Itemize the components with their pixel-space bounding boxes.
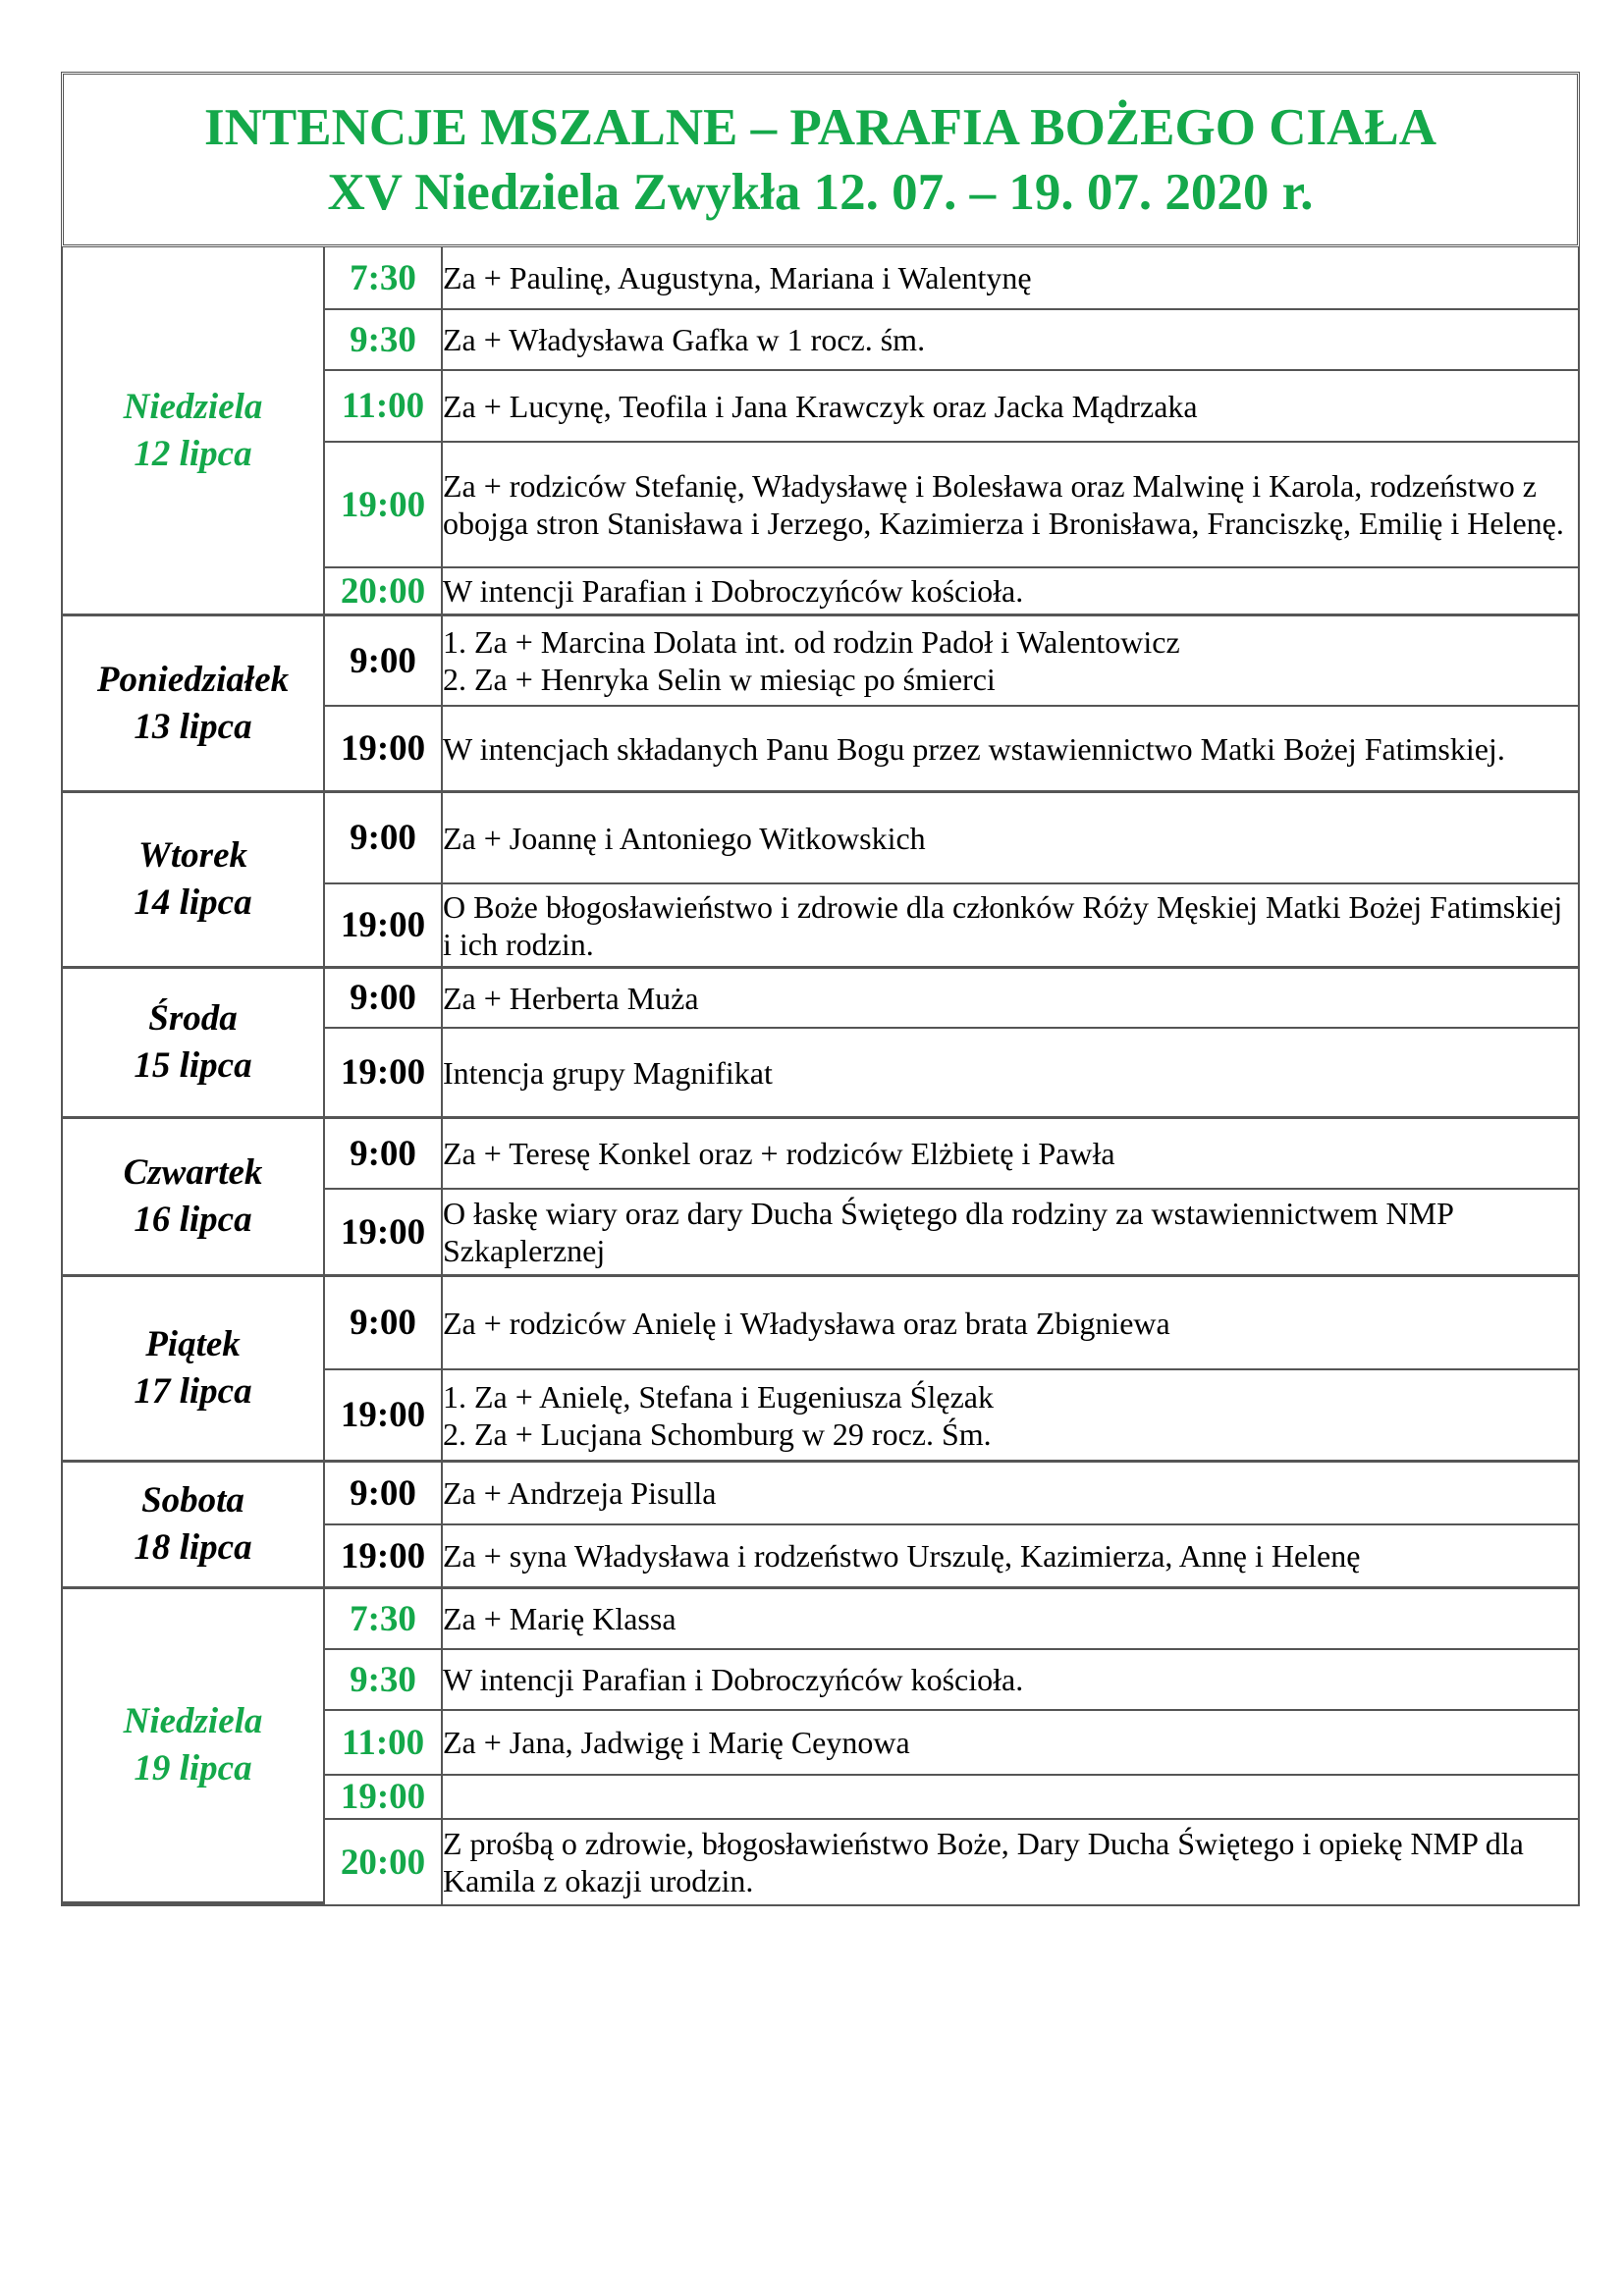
mass-intention bbox=[443, 1776, 1578, 1820]
day-name: Niedziela bbox=[123, 1701, 263, 1741]
day-name: Wtorek bbox=[138, 835, 247, 876]
schedule-row bbox=[63, 1589, 1578, 1650]
mass-time: 9:00 bbox=[325, 969, 443, 1029]
day-cell bbox=[63, 793, 325, 969]
mass-intention: O łaskę wiary oraz dary Ducha Świętego dla rodziny za wstawiennictwem NMP Szkaplerznej bbox=[443, 1190, 1578, 1277]
day-cell bbox=[63, 1277, 325, 1463]
day-cell bbox=[63, 969, 325, 1119]
day-date: 12 lipca bbox=[134, 433, 252, 474]
schedule-row bbox=[63, 1119, 1578, 1190]
mass-time: 7:30 bbox=[325, 247, 443, 310]
mass-intention: Za + Andrzeja Pisulla bbox=[443, 1463, 1578, 1525]
page-title: INTENCJE MSZALNE – PARAFIA BOŻEGO CIAŁA bbox=[204, 98, 1436, 156]
mass-intention: Za + Lucynę, Teofila i Jana Krawczyk oraz Jacka Mądrzaka bbox=[443, 371, 1578, 443]
schedule-row bbox=[63, 969, 1578, 1029]
day-name: Środa bbox=[148, 998, 238, 1039]
mass-time: 19:00 bbox=[325, 1190, 443, 1277]
mass-time: 19:00 bbox=[325, 884, 443, 969]
mass-time: 20:00 bbox=[325, 568, 443, 616]
mass-time: 9:00 bbox=[325, 1119, 443, 1190]
mass-intention: Za + syna Władysława i rodzeństwo Urszulę, Kazimierza, Annę i Helenę bbox=[443, 1525, 1578, 1589]
schedule-row bbox=[63, 1277, 1578, 1370]
day-name: Piątek bbox=[145, 1324, 241, 1364]
day-date: 17 lipca bbox=[134, 1371, 252, 1412]
mass-intention: W intencji Parafian i Dobroczyńców kościoła. bbox=[443, 1650, 1578, 1711]
mass-intention: 1. Za + Marcina Dolata int. od rodzin Padoł i Walentowicz 2. Za + Henryka Selin w miesiąc po śmierci bbox=[443, 616, 1578, 707]
day-date: 19 lipca bbox=[134, 1748, 252, 1789]
header-box bbox=[61, 72, 1580, 247]
mass-time: 20:00 bbox=[325, 1820, 443, 1904]
mass-time: 19:00 bbox=[325, 1776, 443, 1820]
day-name: Czwartek bbox=[123, 1152, 263, 1193]
mass-intention: Za + Herberta Muża bbox=[443, 969, 1578, 1029]
schedule-row bbox=[63, 247, 1578, 310]
mass-intention: W intencjach składanych Panu Bogu przez wstawiennictwo Matki Bożej Fatimskiej. bbox=[443, 707, 1578, 793]
day-name: Niedziela bbox=[123, 386, 263, 427]
mass-intention: 1. Za + Anielę, Stefana i Eugeniusza Ślęzak 2. Za + Lucjana Schomburg w 29 rocz. Śm. bbox=[443, 1370, 1578, 1463]
mass-time: 19:00 bbox=[325, 1370, 443, 1463]
mass-intention: O Boże błogosławieństwo i zdrowie dla członków Róży Męskiej Matki Bożej Fatimskiej i ich rodzin. bbox=[443, 884, 1578, 969]
mass-intention: Za + Jana, Jadwigę i Marię Ceynowa bbox=[443, 1711, 1578, 1776]
schedule-row bbox=[63, 616, 1578, 707]
mass-time: 19:00 bbox=[325, 443, 443, 568]
mass-time: 9:00 bbox=[325, 793, 443, 884]
schedule-row bbox=[63, 793, 1578, 884]
mass-intention: Za + Teresę Konkel oraz + rodziców Elżbietę i Pawła bbox=[443, 1119, 1578, 1190]
day-cell bbox=[63, 1589, 325, 1904]
mass-time: 9:00 bbox=[325, 616, 443, 707]
day-date: 16 lipca bbox=[134, 1200, 252, 1240]
day-date: 18 lipca bbox=[134, 1527, 252, 1568]
mass-intention: Za + Marię Klassa bbox=[443, 1589, 1578, 1650]
day-name: Poniedziałek bbox=[96, 659, 290, 700]
mass-intention: Z prośbą o zdrowie, błogosławieństwo Boże, Dary Ducha Świętego i opiekę NMP dla Kamila z okazji urodzin. bbox=[443, 1826, 1524, 1898]
day-date: 13 lipca bbox=[134, 706, 252, 747]
mass-time: 7:30 bbox=[325, 1589, 443, 1650]
mass-intention: Za + Władysława Gafka w 1 rocz. śm. bbox=[443, 310, 1578, 371]
day-cell bbox=[63, 247, 325, 616]
mass-time: 11:00 bbox=[325, 1711, 443, 1776]
schedule-row bbox=[63, 1463, 1578, 1525]
mass-intention: Intencja grupy Magnifikat bbox=[443, 1029, 1578, 1119]
mass-intention: Za + Paulinę, Augustyna, Mariana i Walentynę bbox=[443, 247, 1578, 310]
mass-intention: W intencji Parafian i Dobroczyńców kościoła. bbox=[443, 568, 1578, 616]
intentions-document bbox=[61, 72, 1580, 1906]
mass-time: 9:30 bbox=[325, 1650, 443, 1711]
day-name: Sobota bbox=[141, 1480, 244, 1521]
mass-time: 19:00 bbox=[325, 707, 443, 793]
day-cell bbox=[63, 616, 325, 793]
mass-intention: Za + Joannę i Antoniego Witkowskich bbox=[443, 793, 1578, 884]
mass-schedule-table bbox=[61, 247, 1580, 1906]
mass-time: 9:00 bbox=[325, 1463, 443, 1525]
day-cell bbox=[63, 1119, 325, 1277]
mass-time: 9:30 bbox=[325, 310, 443, 371]
page-subtitle: XV Niedziela Zwykła 12. 07. – 19. 07. 2020 r. bbox=[327, 163, 1314, 221]
day-cell bbox=[63, 1463, 325, 1589]
mass-time: 9:00 bbox=[325, 1277, 443, 1370]
mass-intention: Za + rodziców Anielę i Władysława oraz brata Zbigniewa bbox=[443, 1277, 1578, 1370]
day-date: 14 lipca bbox=[134, 882, 252, 923]
mass-time: 19:00 bbox=[325, 1525, 443, 1589]
mass-time: 19:00 bbox=[325, 1029, 443, 1119]
day-date: 15 lipca bbox=[134, 1045, 252, 1086]
mass-intention: Za + rodziców Stefanię, Władysławę i Bolesława oraz Malwinę i Karola, rodzeństwo z obojga stron Stanisława i Jerzego, Kazimierza i Bronisława, Franciszkę, Emilię i Helenę. bbox=[443, 443, 1578, 568]
mass-time: 11:00 bbox=[325, 371, 443, 443]
